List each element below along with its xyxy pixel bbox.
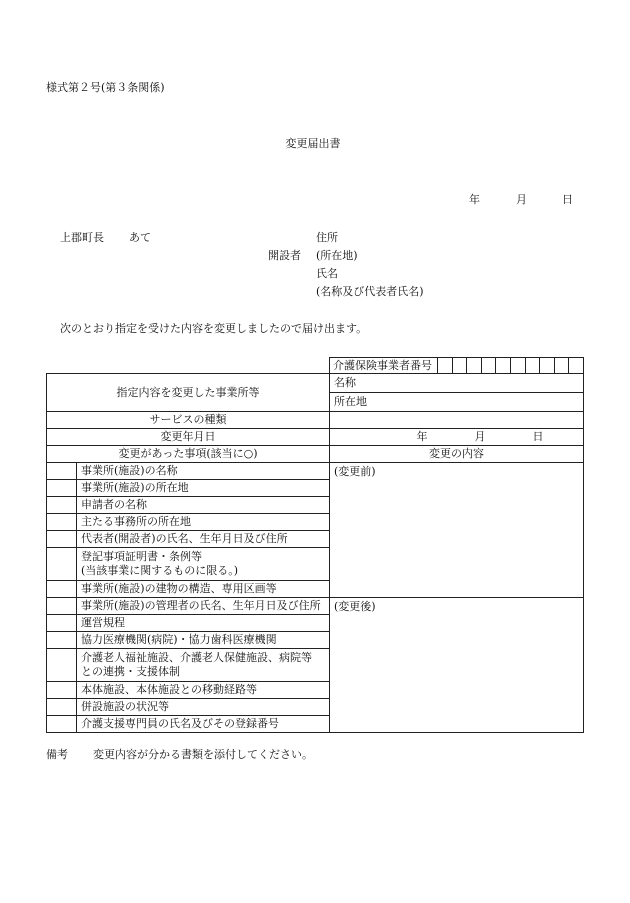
- kaigo-number-box: [329, 357, 584, 374]
- kaigo-digit-3[interactable]: [467, 358, 482, 374]
- document-title: 変更届出書: [285, 137, 341, 150]
- kaigo-digit-8[interactable]: [540, 358, 555, 374]
- check-cell-1[interactable]: [47, 463, 77, 480]
- facility-header: 指定内容を変更した事業所等: [47, 374, 330, 412]
- kaigo-digit-6[interactable]: [511, 358, 526, 374]
- check-cell-3[interactable]: [47, 497, 77, 514]
- service-type-value[interactable]: [330, 412, 584, 429]
- change-item-3: 申請者の名称: [77, 497, 330, 514]
- date-year-label: 年: [469, 193, 480, 206]
- check-cell-9[interactable]: [47, 615, 77, 632]
- change-item-6: [77, 548, 330, 581]
- applicant-name-sub: (名称及び代表者氏名): [316, 285, 424, 298]
- kaigo-digit-7[interactable]: [526, 358, 541, 374]
- facility-address-label: 所在地: [334, 395, 367, 408]
- change-form-table: [46, 373, 584, 733]
- change-date-day: 日: [532, 430, 544, 443]
- kaigo-digit-1[interactable]: [438, 358, 453, 374]
- change-item-11-line-2: との連携・支援体制: [81, 665, 180, 678]
- change-item-9: 運営規程: [77, 615, 330, 632]
- change-item-6-line-2: (当該事業に関するものに限る。): [81, 564, 239, 577]
- check-cell-2[interactable]: [47, 480, 77, 497]
- remarks-text: 変更内容が分かる書類を添付してください。: [93, 748, 313, 761]
- change-item-6-line-1: 登記事項証明書・条例等: [81, 550, 202, 563]
- check-cell-12[interactable]: [47, 682, 77, 699]
- change-item-7: 事業所(施設)の建物の構造、専用区画等: [77, 581, 330, 598]
- change-item-11: [77, 649, 330, 682]
- date-day-label: 日: [562, 193, 573, 206]
- change-item-8: 事業所(施設)の管理者の氏名、生年月日及び住所: [77, 598, 330, 615]
- change-after-label: (変更後): [334, 600, 376, 613]
- facility-name-label: 名称: [334, 376, 356, 389]
- check-cell-13[interactable]: [47, 699, 77, 716]
- change-items-header: 変更があった事項(該当に○): [47, 446, 330, 463]
- kaigo-digit-9[interactable]: [555, 358, 570, 374]
- change-item-11-line-1: 介護老人福祉施設、介護老人保健施設、病院等: [81, 651, 312, 664]
- remarks-label: 備考: [46, 748, 68, 761]
- addressee-name: 上郡町長: [60, 231, 104, 244]
- change-item-2: 事業所(施設)の所在地: [77, 480, 330, 497]
- change-item-1: 事業所(施設)の名称: [77, 463, 330, 480]
- change-after-cell[interactable]: [330, 598, 584, 733]
- kaigo-digit-5[interactable]: [496, 358, 511, 374]
- change-item-5: 代表者(開設者)の氏名、生年月日及び住所: [77, 531, 330, 548]
- check-cell-8[interactable]: [47, 598, 77, 615]
- change-before-label: (変更前): [334, 465, 376, 478]
- change-before-cell[interactable]: [330, 463, 584, 598]
- applicant-address-sub: (所在地): [316, 249, 358, 262]
- kaigo-digit-4[interactable]: [482, 358, 497, 374]
- intro-text: 次のとおり指定を受けた内容を変更しましたので届け出ます。: [60, 322, 368, 335]
- applicant-role: 開設者: [268, 249, 301, 262]
- addressee-suffix: あて: [129, 231, 151, 244]
- change-date-label: 変更年月日: [47, 429, 330, 446]
- change-item-4: 主たる事務所の所在地: [77, 514, 330, 531]
- check-cell-11[interactable]: [47, 649, 77, 682]
- applicant-name-label: 氏名: [316, 267, 338, 280]
- check-cell-4[interactable]: [47, 514, 77, 531]
- change-item-10: 協力医療機関(病院)・協力歯科医療機関: [77, 632, 330, 649]
- kaigo-number-label: 介護保険事業者番号: [330, 358, 438, 374]
- check-cell-5[interactable]: [47, 531, 77, 548]
- change-content-header: 変更の内容: [330, 446, 584, 463]
- change-date-month: 月: [474, 430, 486, 443]
- check-cell-6[interactable]: [47, 548, 77, 581]
- change-date-value[interactable]: [330, 429, 584, 446]
- form-number: 様式第２号(第３条関係): [46, 81, 165, 94]
- facility-name-cell[interactable]: [330, 374, 584, 393]
- applicant-address-label: 住所: [316, 231, 338, 244]
- date-month-label: 月: [516, 193, 527, 206]
- change-item-13: 併設施設の状況等: [77, 699, 330, 716]
- check-cell-14[interactable]: [47, 716, 77, 733]
- check-cell-10[interactable]: [47, 632, 77, 649]
- change-item-14: 介護支援専門員の氏名及びその登録番号: [77, 716, 330, 733]
- kaigo-digit-10[interactable]: [569, 358, 583, 374]
- change-date-year: 年: [416, 430, 428, 443]
- kaigo-digit-2[interactable]: [453, 358, 468, 374]
- check-cell-7[interactable]: [47, 581, 77, 598]
- facility-address-cell[interactable]: [330, 393, 584, 412]
- service-type-label: サービスの種類: [47, 412, 330, 429]
- change-item-12: 本体施設、本体施設との移動経路等: [77, 682, 330, 699]
